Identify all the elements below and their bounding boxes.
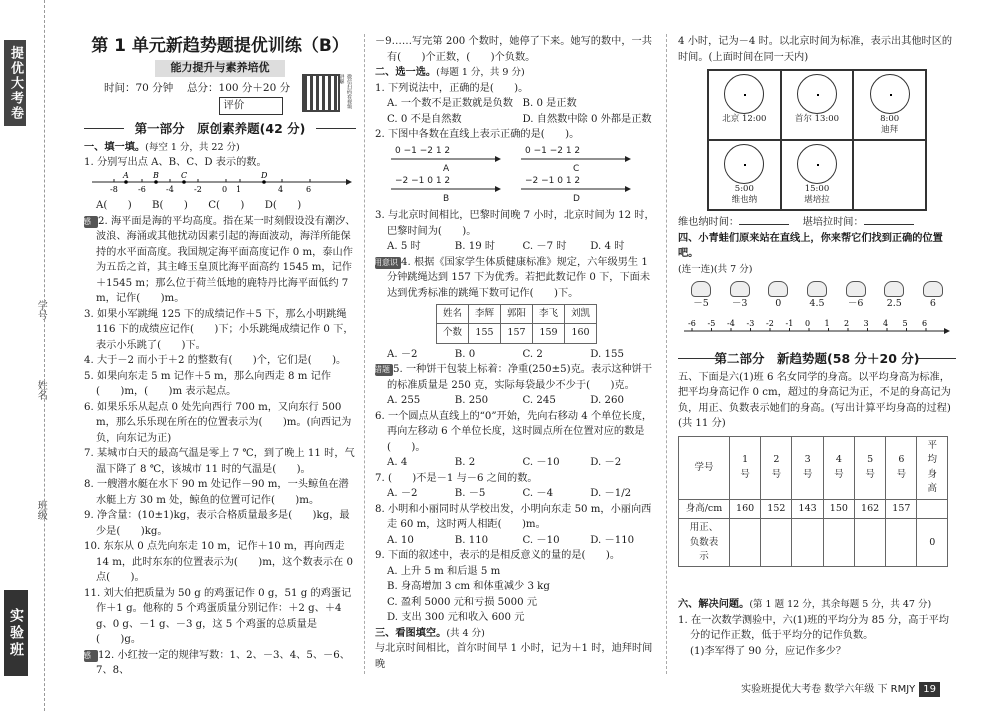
option[interactable]: D. 260 [590, 395, 624, 407]
tag-badge: 易错题 [375, 364, 393, 376]
mc-question-9: 9. 下面的叙述中，表示的是相反意义的量的是( )。 [375, 550, 621, 562]
option[interactable]: A. 255 [387, 395, 421, 407]
table-cell: 4 号 [823, 436, 854, 499]
table-cell[interactable] [729, 519, 760, 567]
point-label: B [153, 170, 159, 180]
point-marker [124, 180, 128, 184]
footer-text: 实验班提优大考卷 数学六年级 下 RMJY [741, 684, 916, 695]
table-cell: 李飞 [533, 305, 565, 324]
column-divider [666, 34, 667, 674]
qr-code[interactable] [302, 74, 340, 112]
frog-icon [807, 281, 827, 297]
mc-question-7: 7. ( )不是－1 与－6 之间的数。 [375, 472, 538, 484]
frog[interactable]: 0 [763, 281, 793, 311]
option[interactable]: C. 245 [522, 395, 556, 407]
question-5: 5. 如果向东走 5 m 记作＋5 m，那么向西走 8 m 记作( )m，( )m 表示起点。 [84, 370, 332, 398]
question-4: 4. 大于－2 而小于＋2 的整数有( )个，它们是( )。 [84, 355, 347, 367]
question-12-cont: －9……写完第 200 个数时，她停了下来。她写的数中，一共有( )个正数，( )个负数。 [375, 36, 652, 63]
page-footer [741, 682, 940, 697]
mc-question-1: 1. 下列说法中，正确的是( )。 [375, 82, 529, 94]
table-cell[interactable] [917, 499, 948, 518]
frog[interactable]: 6 [918, 281, 948, 311]
tick-label: -6 [688, 319, 696, 329]
clock-vienna: 5:00 维也纳 [708, 140, 781, 210]
clock-face-icon [797, 144, 837, 184]
tick-label: 6 [922, 319, 928, 329]
table-cell: 143 [792, 499, 823, 518]
clock-face-icon [724, 74, 764, 114]
svg-text:0 −1 −2 1 2: 0 −1 −2 1 2 [395, 145, 451, 156]
mc-options-5 [375, 393, 658, 409]
point-marker [262, 180, 266, 184]
tick-label: 2 [844, 319, 850, 329]
mc-question-3: 3. 与北京时间相比，巴黎时间晚 7 小时，北京时间为 12 时，巴黎时间为( )。 [375, 210, 655, 237]
table-cell: 1 号 [729, 436, 760, 499]
frog-icon [768, 281, 788, 297]
option[interactable]: B. 2 [454, 457, 476, 469]
frog-icon [923, 281, 943, 297]
tag-badge: 数感 [84, 650, 98, 662]
tick-label: 4 [278, 184, 284, 193]
table-cell: 0 [917, 519, 948, 567]
frog[interactable]: －5 [686, 281, 716, 311]
tick-label: -3 [746, 319, 755, 329]
table-cell: 平均身高 [917, 436, 948, 499]
question-12: 数感 12. 小红按一定的规律写数：1、2、－3、4、5、－6、7、8、 [75, 649, 350, 677]
option[interactable]: B. －5 [454, 488, 486, 500]
side-label-name: 姓名 [35, 380, 47, 400]
question-2: 数感 2. 海平面是海的平均高度。指在某一时刻假设没有潮汐、波浪、海涌或其他扰动因素引起的海面波动，海洋所能保持的水平面高度。我国规定海平面高度记作 0 m，泰山作为五岳之首，其主峰玉皇顶比海平面高约 1545 m，记作＋1545 m；那么位于荷兰低地的鹿特丹比海平面低约 7 m，记作( )m。 [75, 215, 356, 305]
question-7: 7. 某城市白天的最高气温是零上 7 ℃，到了晚上 11 时，气温下降了 8 ℃，该城市 11 时的气温是( )。 [84, 448, 355, 475]
part2-title: 第二部分 新趋势题(58 分＋20 分) [678, 349, 956, 368]
table-cell: 郭阳 [500, 305, 532, 324]
mc-2-label-d: D [573, 193, 580, 203]
tag-badge: 应用意识 [375, 257, 401, 269]
table-cell: 2 号 [761, 436, 792, 499]
option[interactable]: B. 0 是正数 [522, 98, 577, 109]
logo: 实验班 [4, 590, 28, 676]
option[interactable]: D. 155 [590, 348, 624, 360]
table-cell[interactable] [792, 519, 823, 567]
cut-line [44, 0, 45, 711]
table-cell: 157 [500, 324, 532, 343]
section6-title: 六、解决问题。(第 1 题 12 分，其余每题 5 分，共 47 分) [678, 599, 932, 611]
column-2 [366, 34, 658, 672]
option[interactable]: A. 一个数不是正数就是负数 [387, 98, 513, 109]
tick-label: -8 [110, 184, 118, 193]
frog[interactable]: －3 [725, 281, 755, 311]
question-8: 8. 一艘潜水艇在水下 90 m 处记作－90 m，一头鲸鱼在潜水艇上方 30 m 处，鲸鱼的位置可记作( )m。 [84, 479, 349, 506]
mc-2-label-a: A [443, 163, 450, 174]
table-cell: 150 [823, 499, 854, 518]
point-label: C [181, 170, 188, 180]
section4-title: 四、小青蛙们原来站在直线上，你来帮它们找到正确的位置吧。 (连一连)(共 7 分) [678, 232, 943, 275]
subtitle-banner: 能力提升与素养培优 [155, 60, 285, 77]
number-line-1 [84, 171, 356, 193]
question-11: 11. 刘大伯把质量为 50 g 的鸡蛋记作 0 g，51 g 的鸡蛋记作＋1 g。他称的 5 个鸡蛋质量分别记作：＋2 g、＋4 g、0 g、－1 g、－3 g，这 5 个鸡蛋的总质量是( )g。 [84, 587, 352, 646]
question-3: 3. 如果小军跳绳 125 下的成绩记作＋5 下，那么小明跳绳 116 下的成绩应记作( )下；小乐跳绳成绩记作 0 下，表示小乐跳了( )下。 [84, 308, 354, 351]
question-9: 9. 净含量：(10±1)kg，表示合格质量最多是( )kg，最少是( )kg。 [84, 510, 350, 537]
tick-label: -1 [785, 319, 794, 329]
clock-empty [853, 140, 926, 210]
frog-icon [884, 281, 904, 297]
option[interactable]: A. －2 [387, 348, 418, 360]
binding-sidebar [0, 0, 58, 711]
qr-caption: 微信扫码看视频讲解 [338, 74, 352, 109]
frog[interactable]: 4.5 [802, 281, 832, 311]
jump-rope-table [436, 304, 597, 344]
option[interactable]: C. 0 不是自然数 [387, 113, 462, 125]
section2-title: 二、选一选。(每题 1 分，共 9 分) [375, 67, 525, 78]
tick-label: -4 [727, 319, 735, 329]
point-marker [182, 180, 186, 184]
part1-title: 第一部分 原创素养题(42 分) [84, 119, 356, 138]
table-cell: 用正、负数表示 [679, 519, 730, 567]
option[interactable]: B. 身高增加 3 cm 和体重减少 3 kg [387, 581, 550, 593]
option[interactable]: D. －1/2 [590, 488, 632, 500]
option[interactable]: C. －4 [522, 488, 554, 500]
section1-title: 一、填一填。(每空 1 分，共 22 分) [84, 141, 240, 153]
svg-text:0 −1 −2 1 2: 0 −1 −2 1 2 [525, 145, 581, 156]
table-cell: 152 [761, 499, 792, 518]
frog-icon [846, 281, 866, 297]
mc-question-4: 应用意识 4. 根据《国家学生体质健康标准》规定，六年级男生 1 分钟跳绳达到 157 下为优秀。若把此数记作 0 下，下面未达到优秀标准的跳绳下数可记作( )下。 [366, 256, 651, 299]
table-cell: 160 [729, 499, 760, 518]
mc-question-2: 2. 下图中各数在直线上表示正确的是( )。 [375, 129, 580, 140]
table-cell: 学号 [679, 436, 730, 499]
problem-1: 1. 在一次数学测验中，六(1)班的平均分为 85 分，高于平均分的记作正数，低于平均分的记作负数。 [678, 614, 949, 642]
table-cell: 刘凯 [565, 305, 597, 324]
frog[interactable]: －6 [841, 281, 871, 311]
table-cell: 157 [886, 499, 917, 518]
clock-canberra: 15:00 堪培拉 [781, 140, 854, 210]
column-divider [364, 34, 365, 674]
tick-label: -4 [166, 184, 174, 193]
svg-text:−2 −1 0 1 2: −2 −1 0 1 2 [395, 175, 451, 186]
tick-label: -6 [138, 184, 146, 193]
mc-2-number-lines [375, 143, 658, 203]
column-3 [678, 34, 956, 659]
mc-2-label-b: B [443, 193, 450, 203]
option[interactable]: D. －2 [590, 457, 622, 469]
canberra-answer-blank[interactable] [864, 224, 914, 225]
table-cell: 6 号 [886, 436, 917, 499]
table-cell: 3 号 [792, 436, 823, 499]
option[interactable]: D. 自然数中除 0 外都是正数 [522, 113, 652, 125]
side-label-class: 班级 [35, 500, 47, 520]
option[interactable]: C. －10 [522, 457, 560, 469]
eval-box[interactable]: 评价 [219, 97, 283, 115]
mc-options-8 [375, 533, 658, 549]
mc-options-6 [375, 455, 658, 471]
table-cell: 162 [854, 499, 885, 518]
clock-face-icon [724, 144, 764, 184]
page-title: 第 1 单元新趋势题提优训练（B） [91, 36, 349, 56]
clock-seoul: 首尔 13:00 [781, 70, 854, 140]
option[interactable]: D. －110 [590, 534, 635, 546]
frog-icon [730, 281, 750, 297]
table-cell[interactable] [854, 519, 885, 567]
option[interactable]: C. 2 [522, 348, 543, 360]
brand-label: 提优大考卷 [4, 40, 26, 126]
option[interactable]: B. 19 时 [454, 241, 496, 252]
frog[interactable]: 2.5 [879, 281, 909, 311]
vienna-answer-blank[interactable] [739, 224, 789, 225]
section3-text: 与北京时间相比，首尔时间早 1 小时，记为＋1 时，迪拜时间晚 [375, 643, 653, 670]
height-table [678, 436, 948, 568]
option[interactable]: C. 盈利 5000 元和亏损 5000 元 [387, 596, 538, 608]
option[interactable]: A. 上升 5 m 和后退 5 m [387, 565, 501, 577]
point-label: A [123, 170, 129, 180]
question-6: 6. 如果乐乐从起点 0 处先向西行 700 m，又向东行 500 m，那么乐乐现在所在的位置表示为( )m。(向西记为负，向东记为正) [84, 401, 352, 444]
point-label: D [261, 170, 268, 180]
option[interactable]: D. 支出 300 元和收入 600 元 [387, 612, 525, 624]
question-1-blanks: A( ) B( ) C( ) D( ) [96, 200, 302, 212]
mc-options-1 [375, 96, 658, 127]
option[interactable]: B. 250 [454, 395, 489, 407]
tick-label: 1 [236, 184, 242, 193]
tick-label: 6 [306, 184, 312, 193]
option[interactable]: C. －10 [522, 534, 560, 546]
table-cell[interactable] [761, 519, 792, 567]
number-line-2 [678, 317, 956, 339]
clock-beijing: 北京 12:00 [708, 70, 781, 140]
option[interactable]: A. 4 [387, 457, 408, 469]
mc-options-3 [375, 239, 658, 255]
tick-label: 3 [863, 319, 869, 329]
mc-options-4 [375, 347, 658, 363]
option[interactable]: A. 10 [387, 534, 414, 546]
option[interactable]: B. 0 [454, 348, 476, 360]
clock-face-icon [870, 74, 910, 114]
tick-label: 0 [222, 184, 228, 193]
mc-options-7 [375, 486, 658, 502]
table-cell: 5 号 [854, 436, 885, 499]
tick-label: 1 [824, 319, 830, 329]
option[interactable]: B. 110 [454, 534, 489, 546]
table-cell: 155 [468, 324, 500, 343]
table-cell: 姓名 [436, 305, 468, 324]
total-score: 总分：100 分＋20 分 [187, 81, 291, 94]
section3-title: 三、看图填空。(共 4 分) [375, 627, 485, 639]
tick-label: -5 [707, 319, 716, 329]
clock-dubai: 8:00 迪拜 [853, 70, 926, 140]
svg-text:−2 −1 0 1 2: −2 −1 0 1 2 [525, 175, 581, 186]
problem-1-1: (1)李军得了 90 分，应记作多少？ [690, 645, 847, 657]
table-cell: 身高/cm [679, 499, 730, 518]
table-cell: 160 [565, 324, 597, 343]
tick-label: 4 [883, 319, 889, 329]
tick-label: 0 [805, 319, 811, 329]
timezone-answers: 维也纳时间： 堪培拉时间： [678, 215, 956, 231]
section3-text-cont: 4 小时，记为－4 时。以北京时间为标准，表示出其他时区的时间。(上面时间在同一天内) [678, 36, 953, 63]
option[interactable]: D. 4 时 [590, 241, 625, 252]
point-marker [154, 180, 158, 184]
option[interactable]: C. －7 时 [522, 241, 567, 252]
tick-label: -2 [766, 319, 774, 329]
question-10: 10. 东东从 0 点先向东走 10 m，记作＋10 m，再向西走 14 m，此时东东的位置表示为( )m，这个数表示在 0 点( )。 [84, 541, 353, 584]
side-label-id: 学号 [35, 300, 47, 320]
mc-question-6: 6. 一个圆点从直线上的“0”开始，先向右移动 4 个单位长度，再向左移动 6 个单位长度，这时圆点所在位置对应的数是( )。 [375, 410, 653, 453]
mc-options-9 [375, 564, 658, 626]
frog-icon [691, 281, 711, 297]
section5-text: 五、下面是六(1)班 6 名女同学的身高。以平均身高为标准，把平均身高记作 0 cm，超过的身高记为正，不足的身高记为负，用正、负数表示她们的身高。(写出计算平均身高的过程) (共 11 分) [678, 371, 951, 430]
table-cell[interactable] [823, 519, 854, 567]
option[interactable]: A. 5 时 [387, 241, 421, 252]
mc-2-label-c: C [573, 163, 580, 174]
frog-row [678, 281, 956, 311]
table-cell: 个数 [436, 324, 468, 343]
table-cell: 李辉 [468, 305, 500, 324]
time-limit: 时间：70 分钟 [104, 81, 174, 94]
tag-badge: 数感 [84, 216, 98, 228]
mc-question-5: 易错题 5. 一种饼干包装上标着：净重(250±5)克。表示这种饼干的标准质量是 250 克，实际每袋最少不少于( )克。 [366, 364, 653, 391]
table-cell[interactable] [886, 519, 917, 567]
tick-label: -2 [194, 184, 202, 193]
timezone-clocks [707, 69, 927, 211]
column-1 [75, 34, 356, 679]
clock-face-icon [797, 74, 837, 114]
tick-label: 5 [902, 319, 908, 329]
option[interactable]: A. －2 [387, 488, 418, 500]
table-cell: 159 [533, 324, 565, 343]
page-number: 19 [919, 682, 940, 697]
mc-question-8: 8. 小明和小丽同时从学校出发，小明向东走 50 m，小丽向西走 60 m，这时两人相距( )m。 [375, 503, 652, 531]
question-1: 1. 分别写出点 A、B、C、D 表示的数。 [84, 157, 267, 169]
